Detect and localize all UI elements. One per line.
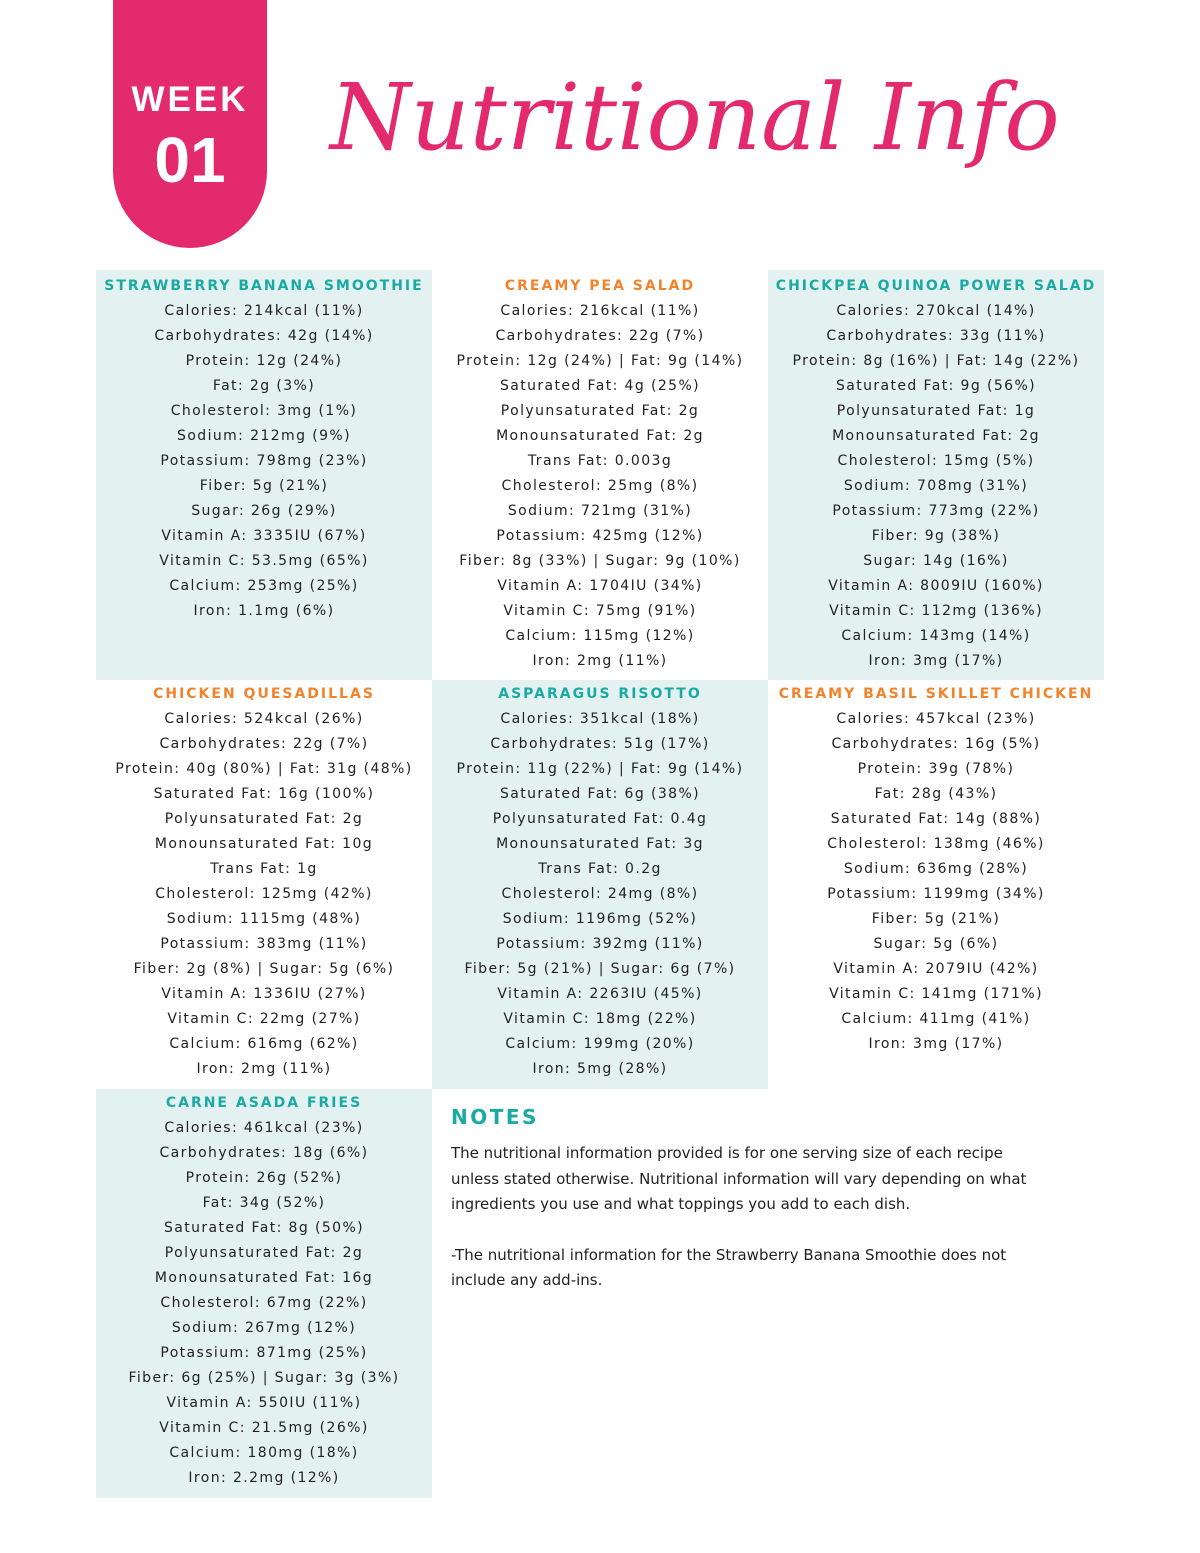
- nutrition-line: Iron: 3mg (17%): [868, 653, 1004, 669]
- nutrition-line: Sodium: 636mg (28%): [843, 861, 1029, 877]
- nutrition-line: Protein: 12g (24%): [185, 353, 343, 369]
- nutrition-line: Calcium: 253mg (25%): [169, 578, 359, 594]
- nutrition-line: Trans Fat: 1g: [210, 861, 318, 877]
- nutrition-line: Vitamin A: 1336IU (27%): [161, 986, 367, 1002]
- nutrition-line: Vitamin A: 3335IU (67%): [161, 528, 367, 544]
- nutrition-line: Sugar: 26g (29%): [191, 503, 337, 519]
- nutrition-line: Carbohydrates: 42g (14%): [154, 328, 374, 344]
- recipe-title: CHICKPEA QUINOA POWER SALAD: [775, 278, 1097, 294]
- nutrition-line: Saturated Fat: 9g (56%): [835, 378, 1037, 394]
- nutrition-line: Carbohydrates: 33g (11%): [826, 328, 1046, 344]
- nutrition-line: Cholesterol: 15mg (5%): [837, 453, 1035, 469]
- nutrition-line: Calories: 457kcal (23%): [836, 711, 1036, 727]
- nutrition-line: Fat: 2g (3%): [212, 378, 316, 394]
- nutrition-line: Fat: 34g (52%): [202, 1195, 326, 1211]
- nutrition-line: Polyunsaturated Fat: 1g: [836, 403, 1036, 419]
- nutrition-line: Fiber: 5g (21%) | Sugar: 6g (7%): [464, 961, 736, 977]
- nutrition-line: Carbohydrates: 22g (7%): [495, 328, 705, 344]
- nutrition-line: Potassium: 798mg (23%): [160, 453, 368, 469]
- nutrition-line: Potassium: 392mg (11%): [496, 936, 704, 952]
- nutrition-line: Protein: 39g (78%): [857, 761, 1015, 777]
- nutrition-line: Iron: 2mg (11%): [196, 1061, 332, 1077]
- nutrition-line: Potassium: 773mg (22%): [832, 503, 1040, 519]
- nutrition-line: Carbohydrates: 51g (17%): [490, 736, 710, 752]
- nutrition-line: Potassium: 1199mg (34%): [827, 886, 1045, 902]
- nutrition-line: Sugar: 14g (16%): [863, 553, 1009, 569]
- nutrition-line: Sodium: 708mg (31%): [843, 478, 1029, 494]
- recipe-title: CARNE ASADA FRIES: [165, 1095, 363, 1111]
- nutrition-line: Monounsaturated Fat: 16g: [154, 1270, 374, 1286]
- recipe-card: [96, 680, 432, 1089]
- recipe-title: CREAMY PEA SALAD: [504, 278, 696, 294]
- nutrition-line: Vitamin A: 2263IU (45%): [497, 986, 703, 1002]
- nutrition-line: Cholesterol: 67mg (22%): [160, 1295, 368, 1311]
- nutrition-line: Cholesterol: 138mg (46%): [827, 836, 1045, 852]
- nutrition-line: Cholesterol: 24mg (8%): [501, 886, 699, 902]
- nutrition-line: Protein: 40g (80%) | Fat: 31g (48%): [115, 761, 413, 777]
- recipe-card: [768, 270, 1104, 680]
- nutrition-line: Potassium: 383mg (11%): [160, 936, 368, 952]
- nutrition-line: Saturated Fat: 8g (50%): [163, 1220, 365, 1236]
- week-number: 01: [154, 124, 226, 196]
- notes-section: [451, 1103, 1051, 1294]
- notes-heading: NOTES: [451, 1105, 539, 1129]
- nutrition-line: Calories: 351kcal (18%): [500, 711, 700, 727]
- nutrition-line: Polyunsaturated Fat: 2g: [164, 1245, 364, 1261]
- nutrition-line: Trans Fat: 0.003g: [527, 453, 673, 469]
- nutrition-line: Saturated Fat: 6g (38%): [499, 786, 701, 802]
- nutrition-line: Vitamin C: 21.5mg (26%): [159, 1420, 369, 1436]
- nutrition-line: Sodium: 1115mg (48%): [166, 911, 362, 927]
- nutrition-line: Carbohydrates: 22g (7%): [159, 736, 369, 752]
- nutrition-line: Polyunsaturated Fat: 2g: [164, 811, 364, 827]
- nutrition-line: Calories: 524kcal (26%): [164, 711, 364, 727]
- nutrition-line: Iron: 3mg (17%): [868, 1036, 1004, 1052]
- nutrition-line: Polyunsaturated Fat: 0.4g: [492, 811, 708, 827]
- nutrition-line: Protein: 8g (16%) | Fat: 14g (22%): [792, 353, 1080, 369]
- nutrition-line: Iron: 2mg (11%): [532, 653, 668, 669]
- nutrition-line: Monounsaturated Fat: 10g: [154, 836, 374, 852]
- nutrition-line: Potassium: 425mg (12%): [496, 528, 704, 544]
- nutrition-line: Monounsaturated Fat: 2g: [496, 428, 704, 444]
- recipe-title: ASPARAGUS RISOTTO: [498, 686, 702, 702]
- notes-paragraph: The nutritional information provided is for one serving size of each recipe unless stated otherwise. Nutritional information will vary depending on what ingredients you use and what toppings you add to each dish.: [451, 1144, 1027, 1213]
- week-badge: [113, 0, 267, 248]
- nutrition-line: Calcium: 143mg (14%): [841, 628, 1031, 644]
- nutrition-line: Vitamin C: 141mg (171%): [829, 986, 1043, 1002]
- nutrition-line: Vitamin A: 1704IU (34%): [497, 578, 703, 594]
- nutrition-line: Cholesterol: 125mg (42%): [155, 886, 373, 902]
- nutrition-line: Fiber: 9g (38%): [871, 528, 1001, 544]
- nutrition-line: Sodium: 1196mg (52%): [502, 911, 698, 927]
- nutrition-line: Fiber: 2g (8%) | Sugar: 5g (6%): [133, 961, 395, 977]
- nutrition-line: Iron: 5mg (28%): [532, 1061, 668, 1077]
- nutrition-line: Calories: 270kcal (14%): [836, 303, 1036, 319]
- recipe-card: [96, 270, 432, 680]
- recipe-card: [768, 680, 1104, 1089]
- nutrition-line: Iron: 2.2mg (12%): [188, 1470, 340, 1486]
- nutrition-line: Fiber: 6g (25%) | Sugar: 3g (3%): [128, 1370, 400, 1386]
- nutrition-line: Protein: 26g (52%): [185, 1170, 343, 1186]
- recipe-title: CREAMY BASIL SKILLET CHICKEN: [778, 686, 1094, 702]
- recipe-card: [432, 270, 768, 680]
- nutrition-line: Calories: 214kcal (11%): [164, 303, 364, 319]
- recipe-card: [432, 680, 768, 1089]
- nutrition-line: Protein: 12g (24%) | Fat: 9g (14%): [456, 353, 744, 369]
- page-title: Nutritional Info: [330, 64, 1060, 171]
- nutrition-line: Vitamin A: 8009IU (160%): [828, 578, 1044, 594]
- nutrition-line: Calcium: 115mg (12%): [505, 628, 695, 644]
- nutrition-line: Trans Fat: 0.2g: [538, 861, 662, 877]
- nutrition-line: Sodium: 721mg (31%): [507, 503, 693, 519]
- nutrition-line: Vitamin C: 53.5mg (65%): [159, 553, 369, 569]
- nutrition-line: Monounsaturated Fat: 3g: [496, 836, 704, 852]
- nutrition-line: Monounsaturated Fat: 2g: [832, 428, 1040, 444]
- nutrition-line: Calories: 216kcal (11%): [500, 303, 700, 319]
- nutrition-line: Calcium: 616mg (62%): [169, 1036, 359, 1052]
- notes-paragraph: -The nutritional information for the Strawberry Banana Smoothie does not include any add-ins.: [451, 1245, 1007, 1289]
- nutrition-line: Iron: 1.1mg (6%): [193, 603, 335, 619]
- nutrition-line: Carbohydrates: 18g (6%): [159, 1145, 369, 1161]
- nutrition-line: Fiber: 8g (33%) | Sugar: 9g (10%): [459, 553, 741, 569]
- nutrition-line: Fiber: 5g (21%): [871, 911, 1001, 927]
- nutrition-line: Fiber: 5g (21%): [199, 478, 329, 494]
- nutrition-line: Vitamin C: 18mg (22%): [503, 1011, 697, 1027]
- nutrition-line: Saturated Fat: 14g (88%): [830, 811, 1042, 827]
- recipe-title: CHICKEN QUESADILLAS: [153, 686, 375, 702]
- nutrition-line: Cholesterol: 3mg (1%): [170, 403, 358, 419]
- nutrition-line: Polyunsaturated Fat: 2g: [500, 403, 700, 419]
- nutrition-line: Calcium: 180mg (18%): [169, 1445, 359, 1461]
- nutrition-line: Vitamin C: 112mg (136%): [829, 603, 1043, 619]
- nutrition-line: Calcium: 199mg (20%): [505, 1036, 695, 1052]
- recipe-title: STRAWBERRY BANANA SMOOTHIE: [104, 278, 424, 294]
- nutrition-line: Protein: 11g (22%) | Fat: 9g (14%): [456, 761, 744, 777]
- nutrition-line: Potassium: 871mg (25%): [160, 1345, 368, 1361]
- nutrition-line: Vitamin C: 22mg (27%): [167, 1011, 361, 1027]
- nutrition-line: Calcium: 411mg (41%): [841, 1011, 1031, 1027]
- nutrition-line: Sodium: 212mg (9%): [177, 428, 351, 444]
- nutrition-line: Sodium: 267mg (12%): [171, 1320, 357, 1336]
- recipe-card: [96, 1089, 432, 1498]
- nutrition-line: Sugar: 5g (6%): [873, 936, 999, 952]
- nutrition-line: Cholesterol: 25mg (8%): [501, 478, 699, 494]
- nutrition-line: Vitamin A: 2079IU (42%): [833, 961, 1039, 977]
- week-label: WEEK: [131, 80, 249, 119]
- nutrition-line: Calories: 461kcal (23%): [164, 1120, 364, 1136]
- nutrition-line: Saturated Fat: 16g (100%): [153, 786, 375, 802]
- nutrition-line: Vitamin C: 75mg (91%): [503, 603, 697, 619]
- nutrition-line: Carbohydrates: 16g (5%): [831, 736, 1041, 752]
- nutrition-line: Fat: 28g (43%): [874, 786, 998, 802]
- nutrition-line: Saturated Fat: 4g (25%): [499, 378, 701, 394]
- nutrition-line: Vitamin A: 550IU (11%): [166, 1395, 362, 1411]
